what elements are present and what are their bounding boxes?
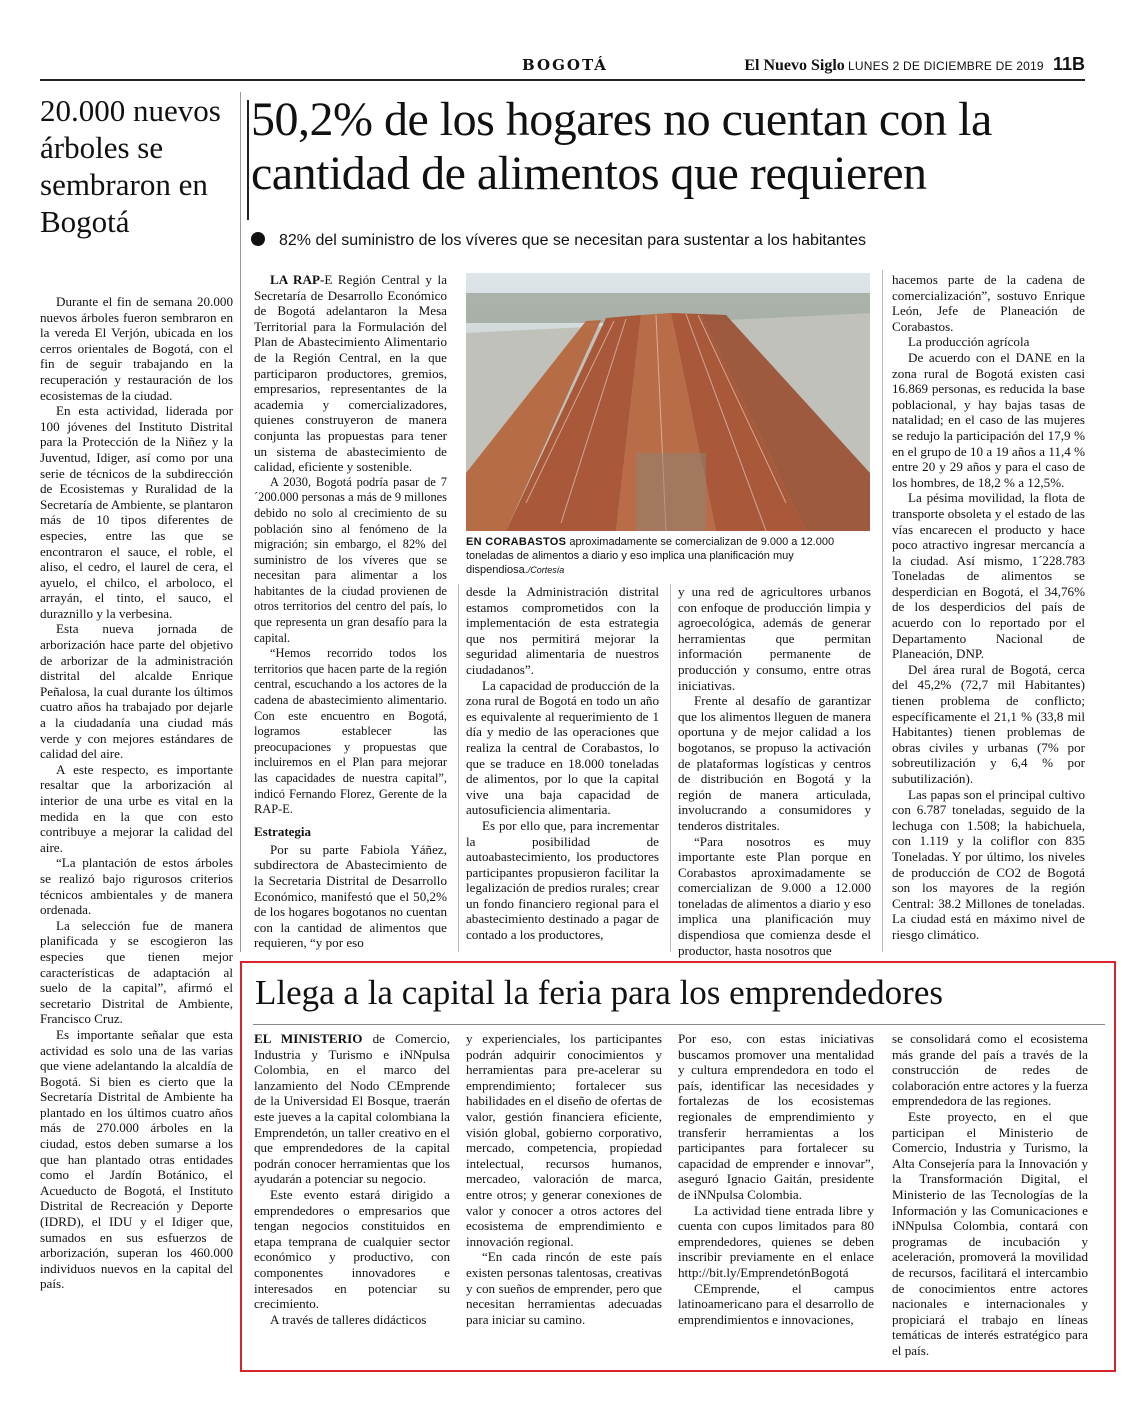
newspaper-brand: El Nuevo Siglo (744, 57, 845, 74)
paragraph: La capacidad de producción de la zona rural de Bogotá en todo un año es equivalente al requerimiento de 1 día y medio de las operaciones que realiza la central de Corabastos, lo que se traduce en 18.000 toneladas de alimentos, por lo que la capital vive una baja capacidad de autosuficiencia alimentaria. (466, 677, 659, 818)
side-paragraph: Durante el fin de semana 20.000 nuevos árboles fueron sembraron en la vereda El Verjón, ubicada en los cerros orientales de Bogotá, con el fin de seguir trabajando en la recuperación y restauración de los ecosistemas de la ciudad. (40, 294, 233, 403)
paragraph: A través de talleres didácticos (270, 1311, 427, 1327)
paragraph: desde la Administración distrital estamos comprometidos con la implementación de esta estrategia que nos permitirá mejorar la seguridad alimentaria de nuestros ciudadanos”. (466, 584, 659, 677)
side-paragraph: La selección fue de manera planificada y se escogieron las especies que tienen mejor características de adaptación al suelo de la capital”, afirmó el secretario Distrital de Ambiente, Francisco Cruz. (40, 917, 233, 1027)
paragraph: A 2030, Bogotá podría pasar de 7´200.000 personas a más de 9 millones debido no solo al crecimiento de su población sino al fenómeno de la migración; sin embargo, el 82% del suministro de los víveres que se necesitan para alimentar a los habitantes de la ciudad provienen de otros territorios del centro del país, lo que representa un gran desafío para la capital. (254, 474, 447, 645)
box-article-col2 (466, 1031, 662, 1327)
side-article-body (40, 294, 233, 1292)
paragraph: Frente al desafío de garantizar que los alimentos lleguen de manera oportuna y de mejor calidad a los bogotanos, se propuso la activación de plataformas logísticas y centros de distribución en Bogotá y la región de manera articulada, involucrando a consumidores y tenderos distritales. (678, 693, 871, 833)
subheading: La producción agrícola (908, 334, 1030, 350)
photo-caption (466, 535, 870, 577)
aerial-market-image (466, 273, 870, 531)
box-article-col3 (678, 1031, 874, 1327)
section-name: BOGOTÁ (522, 56, 608, 74)
issue-date: LUNES 2 DE DICIEMBRE DE 2019 (848, 59, 1044, 73)
header-rule (40, 79, 1085, 81)
column-divider (458, 584, 459, 952)
main-article-col3 (678, 584, 871, 958)
main-article-col4 (892, 272, 1085, 943)
box-article-col1 (254, 1031, 450, 1327)
caption-lead: EN CORABASTOS (466, 536, 567, 548)
paragraph: de Comercio, Industria y Turismo e iNNpulsa Colombia, en el marco del lanzamiento del Nodo CEmprende de la Universidad El Bosque, traerán este jueves a la capital colombiana la Emprendetón, un taller creativo en el que emprendedores de la capital podrán conocer herramientas que los ayudarán a potenciar su negocio. (254, 1031, 450, 1187)
main-article-kicker (251, 232, 1091, 250)
corabastos-photo (466, 273, 870, 531)
paragraph: “En cada rincón de este país existen personas talentosas, creativas y con sueños de emprender, pero que necesitan herramientas adecuadas para iniciar su camino. (466, 1249, 662, 1327)
side-article-title: 20.000 nuevos árboles se sembraron en Bogotá (40, 93, 221, 239)
column-divider (240, 92, 241, 952)
photo-credit: /Cortesía (527, 565, 565, 575)
kicker-text: 82% del suministro de los víveres que se necesitan para sustentar a los habitantes (279, 232, 866, 249)
column-divider (882, 270, 883, 952)
paragraph: Las papas son el principal cultivo con 6.787 toneladas, seguido de la lechuga con 1.508; la habichuela, con 1.119 y la coliflor con 835 Toneladas. Y por último, los niveles de producción de CO2 de Bogotá son los mayores de la región Central: 38.2 Millones de toneladas. La ciudad está en máximo nivel de riesgo climático. (892, 786, 1085, 942)
lead-in: LA RAP- (270, 272, 325, 287)
column-divider (670, 584, 671, 952)
paragraph: CEmprende, el campus latinoamericano para el desarrollo de emprendimientos e innovaciones, (678, 1280, 874, 1327)
masthead (744, 54, 1085, 75)
paragraph: y experienciales, los participantes podrán adquirir conocimientos y herramientas para pre-acelerar su emprendimiento; fortalecer sus habilidades en el diseño de ofertas de valor, gestión financiera eficiente, visión global, gobierno corporativo, mercado, competencia, propiedad intelectual, recursos humanos, mercadeo, valoración de marca, entre otros; y generar conexiones de valor y conocer a otros actores del ecosistema de emprendimiento e innovación regional. (466, 1031, 662, 1249)
paragraph: Este proyecto, en el que participan el Ministerio de Comercio, Industria y Turismo, la Alta Consejería para la Innovación y la Transformación Digital, el Ministerio de las Tecnologías de la Información y las Comunicaciones e iNNpulsa Colombia, contará con programas de incubación y aceleración, promoverá la movilidad de recursos, facilitará el intercambio de conocimientos entre actores nacionales e internacionales y propiciará el trabajo en líneas temáticas de interés estratégico para el país. (892, 1108, 1088, 1358)
subheading: Estrategia (254, 823, 312, 839)
paragraph: Este evento estará dirigido a emprendedores o empresarios que tengan negocios constituidos en etapa temprana de cualquier sector económico y productivo, con componentes innovadores e interesados en potenciar su crecimiento. (254, 1186, 450, 1312)
paragraph: hacemos parte de la cadena de comercialización”, sostuvo Enrique León, Jefe de Planeación de Corabastos. (892, 272, 1085, 334)
paragraph: se consolidará como el ecosistema más grande del país a través de la construcción de redes de colaboración entre actores y la fuerza emprendedora de las regiones. (892, 1031, 1088, 1109)
paragraph: y una red de agricultores urbanos con enfoque de producción limpia y agroecológica, además de generar herramientas que permitan información permanente de producción y consumo, entre otras iniciativas. (678, 584, 871, 693)
paragraph: E Región Central y la Secretaría de Desarrollo Económico de Bogotá adelantaron la Mesa Territorial para la Formulación del Plan de Abastecimiento Alimentario de la Región Central, en la que participaron productores, gremios, empresarios, representantes de la academia y comercializadores, quienes construyeron de manera conjunta las propuestas para tener un sistema de abastecimiento de calidad, eficiente y sostenible. (254, 272, 448, 475)
side-paragraph: “La plantación de estos árboles se realizó bajo rigurosos criterios técnicos ambientales y de manera ordenada. (40, 855, 233, 918)
headline-rule (247, 100, 249, 220)
paragraph: La actividad tiene entrada libre y cuenta con cupos limitados para 80 emprendedores, quienes se deben inscribir previamente en el enlace http://bit.ly/EmprendetónBogotá (678, 1202, 874, 1280)
paragraph: Es por ello que, para incrementar la posibilidad de autoabastecimiento, los productores participantes propusieron facilitar la legalización de predios rurales; crear un fondo financiero regional para el abastecimiento destinado a pagar de contado a los productores, (466, 817, 659, 943)
bullet-icon (251, 232, 265, 246)
paragraph: Por su parte Fabiola Yáñez, subdirectora de Abastecimiento de la Secretaria Distrital de Desarrollo Económico, manifestó que el 50,2% de los hogares bogotanos no cuentan con la cantidad de alimentos que requieren, “y por eso (254, 841, 447, 951)
side-paragraph: A este respecto, es importante resaltar que la arborización al interior de una urbe es vital en la medida en la que con esto contribuye a mejorar la calidad del aire. (40, 761, 233, 855)
side-paragraph: Es importante señalar que esta actividad es solo una de las varias que viene adelantando la alcaldía de Bogotá. Si bien es cierto que la Secretaría Distrital de Ambiente ha plantado en los últimos cuatro años más de 270.000 árboles en la ciudad, estos deben sumarse a los que han plantado otras entidades como el Jardín Botánico, el Acueducto de Bogotá, el Instituto Distrital de Recreación y Deporte (IDRD), el IDU y el Idiger que, sumados en sus esfuerzos de arborización, superan los 460.000 individuos nuevos en la capital del país. (40, 1026, 233, 1292)
paragraph: “Para nosotros es muy importante este Plan porque en Corabastos aproximadamente se comercializan de 9.000 a 12.000 toneladas de alimentos a diario y eso implica una planificación muy dispendiosa que comienza desde el productor, hasta nosotros que (678, 833, 871, 958)
paragraph: “Hemos recorrido todos los territorios que hacen parte de la región central, escuchando a los actores de la cadena de abastecimiento alimentario. Con este encuentro en Bogotá, logramos establecer las preocupaciones y propuestas que incluiremos en el Plan para mejorar las capacidades de nuestra capital”, indicó Fernando Florez, Gerente de la RAP-E. (254, 646, 447, 817)
box-article-col4 (892, 1031, 1088, 1358)
paragraph: Por eso, con estas iniciativas buscamos promover una mentalidad y cultura emprendedora en todo el país, identificar las necesidades y fortalezas de los ecosistemas regionales de emprendimiento y transferir herramientas a los participantes para fortalecer su capacidad de emprender e innovar”, aseguró Ignacio Gaitán, presidente de iNNpulsa Colombia. (678, 1031, 874, 1202)
page-number: 11B (1052, 54, 1085, 74)
side-paragraph: Esta nueva jornada de arborización hace parte del objetivo de arborizar de la administración distrital del alcalde Enrique Peñalosa, la cual durante los últimos cuatro años ha trabajado por dejarle a la ciudadanía una ciudad más verde y con mejores estándares de calidad del aire. (40, 621, 233, 762)
main-article-col2 (466, 584, 659, 943)
paragraph: Del área rural de Bogotá, cerca del 45,2% (72,7 mil Habitantes) tienen problema de conflicto; específicamente el 21,1 % (33,8 mil Habitantes) tienen problemas de obras civiles y urbanas (7% por sobreutilización y 6,4 % por subutilización). (892, 661, 1085, 786)
box-title-rule (253, 1024, 1105, 1025)
paragraph: La pésima movilidad, la flota de transporte obsoleta y el estado de las vías encarecen el producto y hace poco atractivo ingresar mercancía a la ciudad. Así mismo, 1´228.783 Toneladas de alimentos se desperdician en Bogotá, el 34,76% de los desperdicios del país de acuerdo con lo reportado por el Departamento Nacional de Planeación, DNP. (892, 490, 1085, 662)
box-article-title: Llega a la capital la feria para los emprendedores (255, 973, 943, 1012)
paragraph: De acuerdo con el DANE en la zona rural de Bogotá existen casi 16.869 personas, es reducida la base poblacional, y hay bajas tasas de natalidad; en el caso de las mujeres se redujo la participación del 17,9 % en el grupo de 10 a 19 años a 11,4 % entre 20 y 29 años y para el caso de los hombres, de 18,2 % a 12,5%. (892, 349, 1085, 490)
side-paragraph: En esta actividad, liderada por 100 jóvenes del Instituto Distrital para la Protección de la Niñez y la Juventud, Idiger, así como por una serie de técnicos de la subdirección de Ecosistemas y Ruralidad de la Secretaría de Ambiente, se plantaron más de 10 tipos diferentes de especies, entre las que se encontraron el sauce, el roble, el aliso, el cedro, el laurel de cera, el ayuelo, el chilco, el arboloco, el arrayán, el tinto, el sauco, el duraznillo y la verbesina. (40, 403, 233, 621)
main-article-title: 50,2% de los hogares no cuentan con la cantidad de alimentos que requieren (251, 93, 992, 200)
lead-in: EL MINISTERIO (254, 1031, 363, 1046)
caption-text: aproximadamente se comercializan de 9.000 a 12.000 toneladas de alimentos a diario y eso implica una planificación muy dispendiosa. (466, 536, 835, 576)
main-article-col1 (254, 272, 447, 951)
